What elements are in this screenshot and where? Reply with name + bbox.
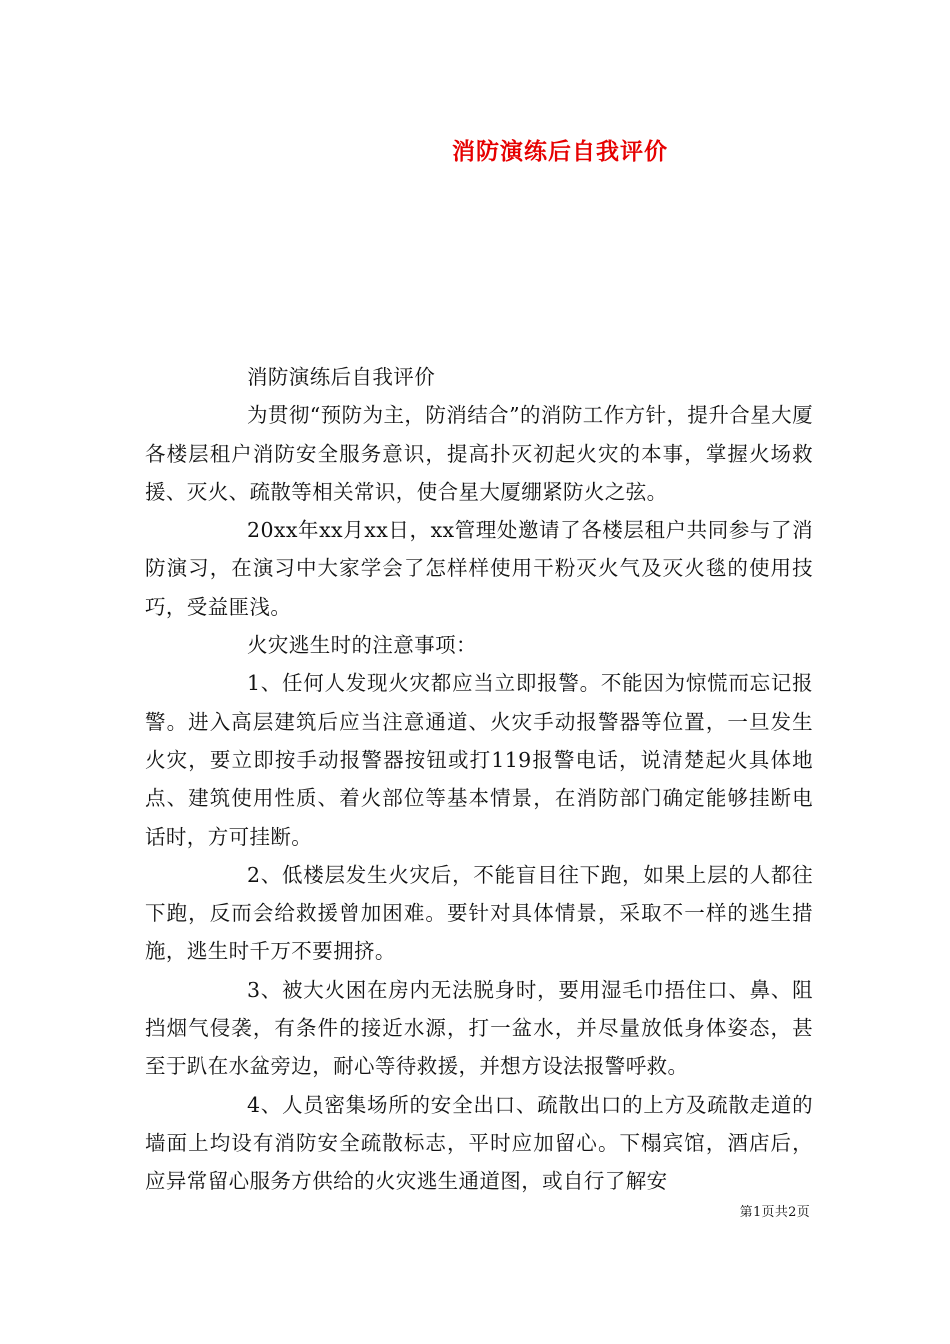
paragraph-heading: 消防演练后自我评价 — [247, 365, 436, 389]
paragraph-item-2: 2、低楼层发生火灾后，不能盲目往下跑，如果上层的人都往下跑，反而会给救援曾加困难。要针对具体情景，采取不一样的逃生措施，逃生时千万不要拥挤。 — [145, 862, 813, 964]
paragraph-item-3: 3、被大火困在房内无法脱身时，要用湿毛巾捂住口、鼻、阻挡烟气侵袭，有条件的接近水源，打一盆水，并尽量放低身体姿态，甚至于趴在水盆旁边，耐心等待救援，并想方设法报警呼救。 — [145, 977, 813, 1079]
paragraph-item-4: 4、人员密集场所的安全出口、疏散出口的上方及疏散走道的墙面上均设有消防安全疏散标志，平时应加留心。下榻宾馆，酒店后，应异常留心服务方供给的火灾逃生通道图，或自行了解安 — [145, 1092, 813, 1194]
paragraph-drill: 20xx年xx月xx日，xx管理处邀请了各楼层租户共同参与了消防演习，在演习中大家学会了怎样样使用干粉灭火气及灭火毯的使用技巧，受益匪浅。 — [145, 518, 813, 619]
paragraph-intro: 为贯彻“预防为主，防消结合”的消防工作方针，提升合星大厦各楼层租户消防安全服务意识，提高扑灭初起火灾的本事，掌握火场救援、灭火、疏散等相关常识，使合星大厦绷紧防火之弦。 — [145, 403, 813, 504]
paragraph-item-1: 1、任何人发现火灾都应当立即报警。不能因为惊慌而忘记报警。进入高层建筑后应当注意通道、火灾手动报警器等位置，一旦发生火灾，要立即按手动报警器按钮或打119报警电话，说清楚起火具体地点、建筑使用性质、着火部位等基本情景，在消防部门确定能够挂断电话时，方可挂断。 — [145, 671, 813, 849]
page-number-footer: 第1页共2页 — [739, 1205, 810, 1220]
paragraph-notes-heading: 火灾逃生时的注意事项： — [247, 633, 477, 658]
document-body — [145, 358, 813, 1201]
document-title: 消防演练后自我评价 — [452, 138, 668, 165]
